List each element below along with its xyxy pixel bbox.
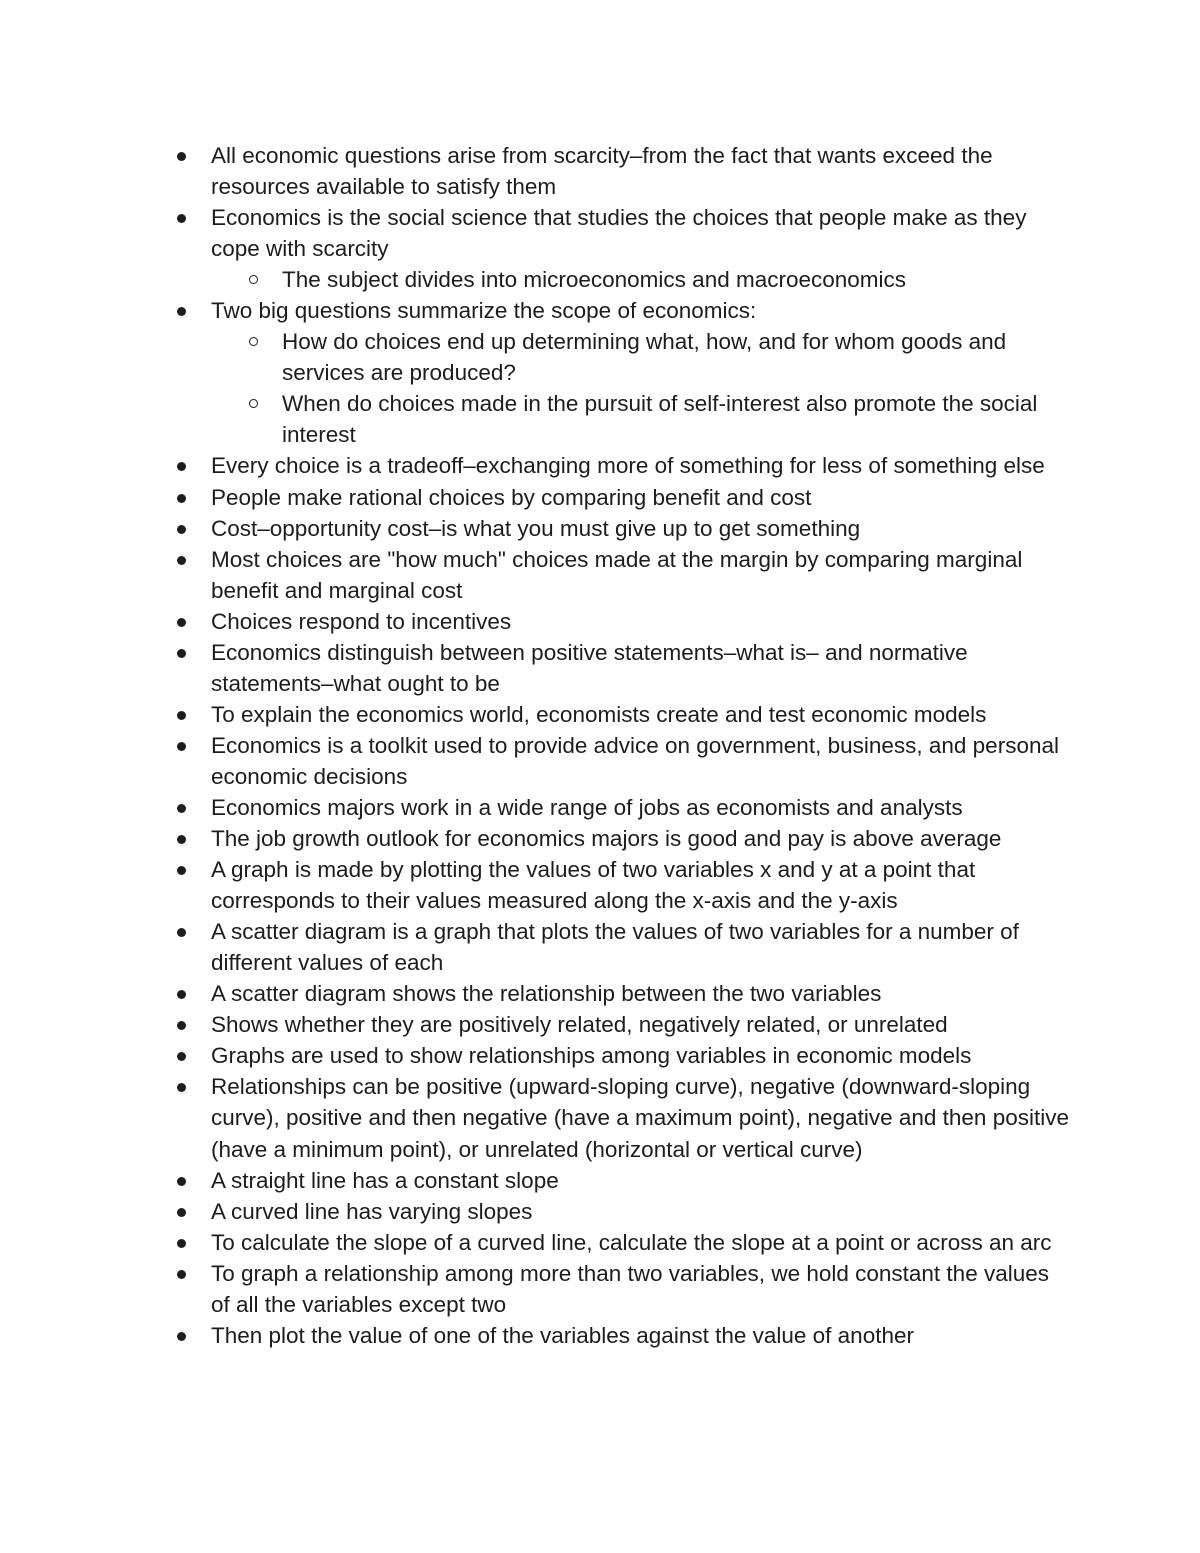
hollow-bullet-icon [249,337,258,346]
bullet-icon [177,835,186,844]
list-item [211,699,1071,730]
list-item-text: A curved line has varying slopes [211,1198,533,1224]
list-item [211,140,1071,202]
sub-list-item [282,388,1071,450]
list-item [211,637,1071,699]
bullet-icon [177,742,186,751]
sub-list-item [282,326,1071,388]
list-item-text: To explain the economics world, economists create and test economic models [211,701,987,727]
bullet-icon [177,1332,186,1341]
list-item [211,792,1071,823]
list-item-text: Relationships can be positive (upward-sloping curve), negative (downward-sloping curve), positive and then negative (have a maximum point), negative and then positive (have a minimum point), or unrelated (horizontal or vertical curve) [211,1074,1069,1162]
bullet-list [211,140,1071,1351]
list-item-text: Economics is a toolkit used to provide advice on government, business, and personal economic decisions [211,732,1059,789]
list-item-text: A scatter diagram shows the relationship between the two variables [211,981,882,1007]
list-item-text: A graph is made by plotting the values of two variables x and y at a point that corresponds to their values measured along the x-axis and the y-axis [211,857,976,914]
bullet-icon [177,649,186,658]
list-item [211,482,1071,513]
bullet-icon [177,1239,186,1248]
list-item [211,1009,1071,1040]
bullet-icon [177,928,186,937]
bullet-icon [177,1270,186,1279]
list-item-text: Economics majors work in a wide range of jobs as economists and analysts [211,794,963,820]
hollow-bullet-icon [249,275,258,284]
list-item [211,854,1071,916]
bullet-icon [177,1021,186,1030]
list-item [211,978,1071,1009]
hollow-bullet-icon [249,399,258,408]
list-item [211,295,1071,450]
list-item [211,513,1071,544]
sub-list [211,326,1071,450]
bullet-icon [177,1052,186,1061]
list-item-text: Most choices are "how much" choices made at the margin by comparing marginal benefit and marginal cost [211,546,1023,603]
list-item-text: Then plot the value of one of the variables against the value of another [211,1322,914,1348]
list-item [211,1227,1071,1258]
bullet-icon [177,1083,186,1092]
list-item [211,1040,1071,1071]
sub-list-item-text: The subject divides into microeconomics and macroeconomics [282,267,907,293]
list-item-text: To calculate the slope of a curved line, calculate the slope at a point or across an arc [211,1229,1052,1255]
list-item [211,1196,1071,1227]
list-item-text: A scatter diagram is a graph that plots the values of two variables for a number of different values of each [211,919,1019,976]
bullet-icon [177,307,186,316]
list-item-text: Every choice is a tradeoff–exchanging more of something for less of something else [211,453,1045,479]
list-item-text: To graph a relationship among more than two variables, we hold constant the values of all the variables except two [211,1260,1049,1317]
bullet-icon [177,152,186,161]
bullet-icon [177,494,186,503]
list-item [211,823,1071,854]
list-item-text: Economics is the social science that studies the choices that people make as they cope with scarcity [211,205,1027,262]
bullet-icon [177,866,186,875]
bullet-icon [177,462,186,471]
list-item-text: Choices respond to incentives [211,608,512,634]
list-item [211,730,1071,792]
list-item-text: Cost–opportunity cost–is what you must give up to get something [211,515,861,541]
list-item [211,1258,1071,1320]
list-item-text: Two big questions summarize the scope of economics: [211,298,757,324]
list-item [211,450,1071,481]
sub-list-item-text: How do choices end up determining what, how, and for whom goods and services are produced? [282,329,1007,386]
list-item [211,916,1071,978]
list-item-text: Economics distinguish between positive statements–what is– and normative statements–what ought to be [211,639,968,696]
bullet-icon [177,1208,186,1217]
list-item [211,606,1071,637]
bullet-icon [177,556,186,565]
list-item [211,202,1071,295]
list-item-text: The job growth outlook for economics majors is good and pay is above average [211,826,1002,852]
list-item-text: A straight line has a constant slope [211,1167,559,1193]
sub-list [211,264,1071,295]
bullet-icon [177,525,186,534]
list-item-text: Graphs are used to show relationships among variables in economic models [211,1043,972,1069]
bullet-icon [177,711,186,720]
bullet-icon [177,990,186,999]
list-item [211,544,1071,606]
bullet-icon [177,1177,186,1186]
list-item-text: All economic questions arise from scarcity–from the fact that wants exceed the resources available to satisfy them [211,143,993,200]
bullet-icon [177,804,186,813]
list-item [211,1071,1071,1164]
list-item [211,1165,1071,1196]
list-item-text: People make rational choices by comparing benefit and cost [211,484,812,510]
bullet-icon [177,214,186,223]
sub-list-item-text: When do choices made in the pursuit of self-interest also promote the social interest [282,391,1038,448]
list-item-text: Shows whether they are positively related, negatively related, or unrelated [211,1012,948,1038]
sub-list-item [282,264,1071,295]
list-item [211,1320,1071,1351]
bullet-icon [177,618,186,627]
